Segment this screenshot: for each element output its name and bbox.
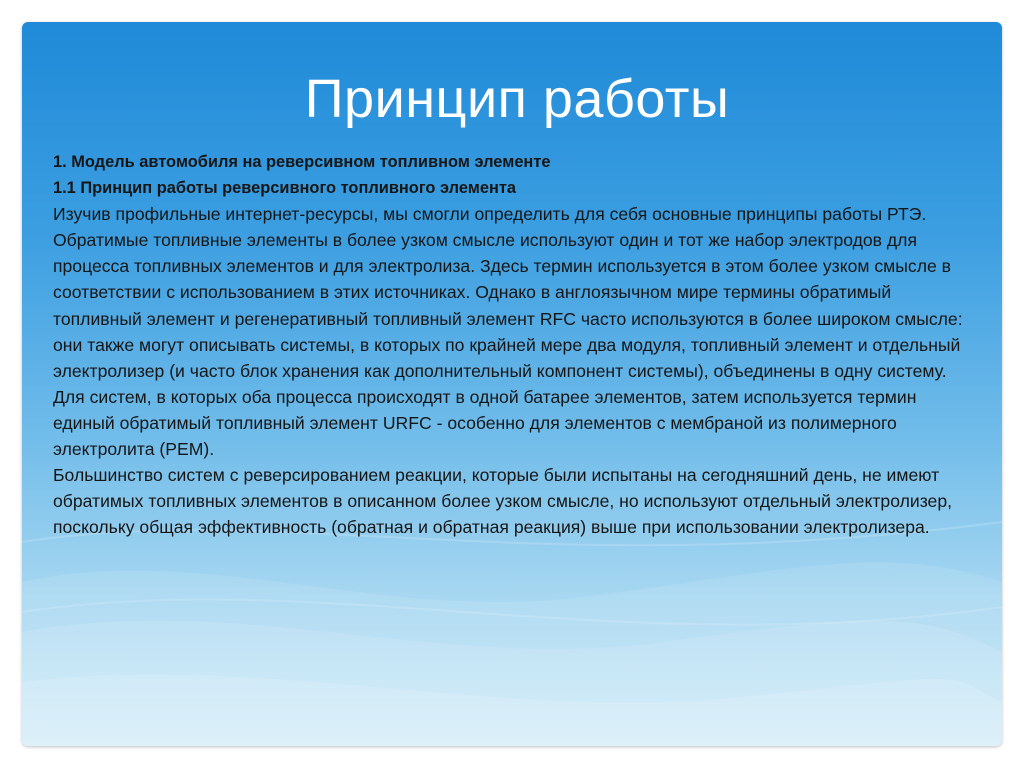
slide [22, 22, 1002, 746]
slide-title: Принцип работы [304, 69, 730, 129]
paragraph-conclusion: Большинство систем с реверсированием реакции, которые были испытаны на сегодняшний день, не имеют обратимых топливных элементов в описанном более узком смысле, но используют отдельный электролизер, поскольку общая эффективность (обратная и обратная реакция) выше при использовании электролизера. [53, 465, 953, 538]
slide-body [53, 149, 973, 540]
subsection-heading: 1.1 Принцип работы реверсивного топливного элемента [53, 179, 517, 198]
paragraph-definition: Обратимые топливные элементы в более узком смысле используют один и тот же набор электродов для процесса топливных элементов и для электролиза. Здесь термин используется в этом более узком смысле в соответствии с использованием в этих источниках. Однако в англоязычном мире термины обратимый топливный элемент и регенеративный топливный элемент RFC часто используются в более широком смысле: они также могут описывать системы, в которых по крайней мере два модуля, топливный элемент и отдельный электролизер (и часто блок хранения как дополнительный компонент системы), объединены в одну систему. Для систем, в которых оба процесса происходят в одной батарее элементов, затем используется термин единый обратимый топливный элемент URFC - особенно для элементов с мембраной из полимерного электролита (PEM). [53, 230, 963, 460]
paragraph-intro: Изучив профильные интернет-ресурсы, мы смогли определить для себя основные принципы работы РТЭ. [53, 204, 927, 225]
section-heading: 1. Модель автомобиля на реверсивном топливном элементе [53, 153, 551, 171]
